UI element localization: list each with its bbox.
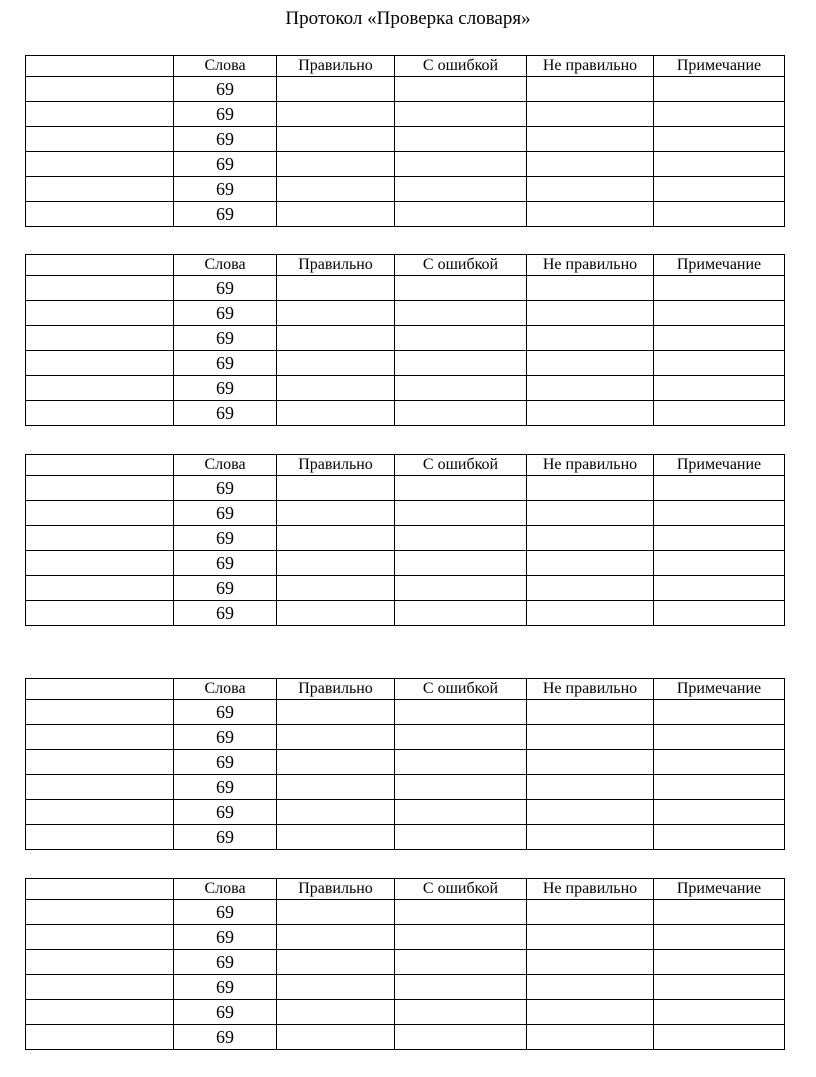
cell-correct	[277, 750, 395, 775]
cell-row-label	[26, 202, 174, 227]
cell-words: 69	[174, 925, 277, 950]
cell-correct	[277, 526, 395, 551]
cell-note	[654, 975, 785, 1000]
cell-row-label	[26, 825, 174, 850]
cell-with-error	[395, 825, 527, 850]
cell-correct	[277, 476, 395, 501]
cell-row-label	[26, 401, 174, 426]
cell-words: 69	[174, 326, 277, 351]
cell-incorrect	[527, 825, 654, 850]
header-cell-words: Слова	[174, 679, 277, 700]
cell-note	[654, 526, 785, 551]
cell-with-error	[395, 925, 527, 950]
cell-correct	[277, 775, 395, 800]
cell-incorrect	[527, 576, 654, 601]
protocol-table	[25, 454, 785, 626]
table-row	[26, 551, 785, 576]
cell-note	[654, 800, 785, 825]
cell-incorrect	[527, 276, 654, 301]
cell-words: 69	[174, 725, 277, 750]
cell-row-label	[26, 276, 174, 301]
cell-correct	[277, 177, 395, 202]
cell-words: 69	[174, 401, 277, 426]
cell-row-label	[26, 601, 174, 626]
header-cell-note: Примечание	[654, 455, 785, 476]
cell-incorrect	[527, 725, 654, 750]
header-cell-words: Слова	[174, 56, 277, 77]
cell-row-label	[26, 700, 174, 725]
cell-row-label	[26, 900, 174, 925]
cell-words: 69	[174, 501, 277, 526]
cell-correct	[277, 276, 395, 301]
header-cell-incorrect: Не правильно	[527, 56, 654, 77]
cell-row-label	[26, 102, 174, 127]
cell-words: 69	[174, 900, 277, 925]
table-row	[26, 476, 785, 501]
cell-with-error	[395, 526, 527, 551]
cell-correct	[277, 301, 395, 326]
cell-row-label	[26, 775, 174, 800]
cell-incorrect	[527, 1000, 654, 1025]
header-cell-incorrect: Не правильно	[527, 455, 654, 476]
cell-incorrect	[527, 800, 654, 825]
cell-row-label	[26, 526, 174, 551]
cell-words: 69	[174, 77, 277, 102]
cell-incorrect	[527, 601, 654, 626]
table-row	[26, 301, 785, 326]
cell-correct	[277, 501, 395, 526]
cell-incorrect	[527, 152, 654, 177]
cell-words: 69	[174, 800, 277, 825]
cell-with-error	[395, 700, 527, 725]
cell-words: 69	[174, 825, 277, 850]
cell-incorrect	[527, 401, 654, 426]
cell-with-error	[395, 276, 527, 301]
cell-incorrect	[527, 77, 654, 102]
cell-correct	[277, 800, 395, 825]
cell-correct	[277, 825, 395, 850]
cell-correct	[277, 700, 395, 725]
table-row	[26, 177, 785, 202]
cell-words: 69	[174, 576, 277, 601]
cell-with-error	[395, 301, 527, 326]
cell-with-error	[395, 177, 527, 202]
cell-correct	[277, 576, 395, 601]
cell-correct	[277, 401, 395, 426]
cell-words: 69	[174, 351, 277, 376]
cell-row-label	[26, 950, 174, 975]
cell-with-error	[395, 501, 527, 526]
cell-row-label	[26, 750, 174, 775]
cell-note	[654, 351, 785, 376]
cell-with-error	[395, 77, 527, 102]
table-header-row	[26, 455, 785, 476]
cell-note	[654, 725, 785, 750]
cell-row-label	[26, 1025, 174, 1050]
header-cell-with-error: С ошибкой	[395, 56, 527, 77]
header-cell-note: Примечание	[654, 56, 785, 77]
cell-words: 69	[174, 202, 277, 227]
cell-with-error	[395, 900, 527, 925]
cell-words: 69	[174, 775, 277, 800]
cell-correct	[277, 900, 395, 925]
header-cell-incorrect: Не правильно	[527, 879, 654, 900]
cell-row-label	[26, 1000, 174, 1025]
table-row	[26, 202, 785, 227]
cell-row-label	[26, 476, 174, 501]
cell-incorrect	[527, 326, 654, 351]
header-cell-note: Примечание	[654, 679, 785, 700]
cell-incorrect	[527, 476, 654, 501]
table-row	[26, 326, 785, 351]
header-cell-note: Примечание	[654, 879, 785, 900]
protocol-table	[25, 254, 785, 426]
cell-row-label	[26, 326, 174, 351]
table-row	[26, 725, 785, 750]
table-row	[26, 925, 785, 950]
header-cell-words: Слова	[174, 255, 277, 276]
cell-note	[654, 825, 785, 850]
table-row	[26, 1025, 785, 1050]
header-cell-row-label	[26, 879, 174, 900]
header-cell-with-error: С ошибкой	[395, 255, 527, 276]
cell-words: 69	[174, 301, 277, 326]
cell-note	[654, 950, 785, 975]
cell-note	[654, 276, 785, 301]
cell-words: 69	[174, 950, 277, 975]
cell-note	[654, 551, 785, 576]
cell-note	[654, 376, 785, 401]
table-header-row	[26, 56, 785, 77]
header-cell-with-error: С ошибкой	[395, 455, 527, 476]
cell-note	[654, 476, 785, 501]
cell-note	[654, 700, 785, 725]
cell-row-label	[26, 551, 174, 576]
cell-incorrect	[527, 975, 654, 1000]
cell-row-label	[26, 576, 174, 601]
table-row	[26, 127, 785, 152]
header-cell-row-label	[26, 455, 174, 476]
cell-words: 69	[174, 601, 277, 626]
cell-with-error	[395, 576, 527, 601]
cell-row-label	[26, 376, 174, 401]
protocol-table	[25, 678, 785, 850]
table-row	[26, 376, 785, 401]
cell-words: 69	[174, 1025, 277, 1050]
cell-row-label	[26, 301, 174, 326]
cell-note	[654, 401, 785, 426]
cell-row-label	[26, 725, 174, 750]
cell-words: 69	[174, 127, 277, 152]
cell-with-error	[395, 950, 527, 975]
table-header-row	[26, 679, 785, 700]
header-cell-row-label	[26, 679, 174, 700]
cell-incorrect	[527, 925, 654, 950]
cell-incorrect	[527, 551, 654, 576]
cell-words: 69	[174, 1000, 277, 1025]
cell-correct	[277, 152, 395, 177]
cell-with-error	[395, 601, 527, 626]
table-row	[26, 601, 785, 626]
cell-with-error	[395, 1025, 527, 1050]
table-row	[26, 526, 785, 551]
cell-note	[654, 900, 785, 925]
cell-note	[654, 1025, 785, 1050]
cell-correct	[277, 950, 395, 975]
header-cell-with-error: С ошибкой	[395, 679, 527, 700]
cell-row-label	[26, 501, 174, 526]
cell-row-label	[26, 975, 174, 1000]
cell-incorrect	[527, 1025, 654, 1050]
cell-row-label	[26, 800, 174, 825]
cell-words: 69	[174, 376, 277, 401]
cell-with-error	[395, 351, 527, 376]
table-row	[26, 825, 785, 850]
cell-with-error	[395, 102, 527, 127]
cell-with-error	[395, 1000, 527, 1025]
header-cell-words: Слова	[174, 455, 277, 476]
cell-incorrect	[527, 202, 654, 227]
table-row	[26, 800, 785, 825]
table-header-row	[26, 255, 785, 276]
cell-words: 69	[174, 526, 277, 551]
header-cell-incorrect: Не правильно	[527, 679, 654, 700]
table-row	[26, 351, 785, 376]
cell-with-error	[395, 326, 527, 351]
cell-note	[654, 1000, 785, 1025]
cell-correct	[277, 202, 395, 227]
cell-incorrect	[527, 127, 654, 152]
cell-correct	[277, 601, 395, 626]
cell-note	[654, 177, 785, 202]
table-row	[26, 900, 785, 925]
cell-correct	[277, 351, 395, 376]
cell-correct	[277, 102, 395, 127]
cell-incorrect	[527, 775, 654, 800]
cell-words: 69	[174, 177, 277, 202]
cell-with-error	[395, 476, 527, 501]
cell-words: 69	[174, 975, 277, 1000]
cell-incorrect	[527, 700, 654, 725]
cell-words: 69	[174, 102, 277, 127]
cell-correct	[277, 1000, 395, 1025]
cell-with-error	[395, 202, 527, 227]
cell-correct	[277, 77, 395, 102]
cell-words: 69	[174, 476, 277, 501]
cell-note	[654, 152, 785, 177]
cell-with-error	[395, 152, 527, 177]
cell-incorrect	[527, 351, 654, 376]
table-row	[26, 152, 785, 177]
cell-with-error	[395, 800, 527, 825]
table-row	[26, 77, 785, 102]
cell-row-label	[26, 77, 174, 102]
header-cell-words: Слова	[174, 879, 277, 900]
header-cell-correct: Правильно	[277, 679, 395, 700]
cell-row-label	[26, 925, 174, 950]
cell-note	[654, 750, 785, 775]
protocol-table	[25, 55, 785, 227]
table-row	[26, 102, 785, 127]
cell-with-error	[395, 725, 527, 750]
cell-correct	[277, 326, 395, 351]
cell-correct	[277, 725, 395, 750]
cell-incorrect	[527, 501, 654, 526]
header-cell-row-label	[26, 255, 174, 276]
table-header-row	[26, 879, 785, 900]
cell-note	[654, 775, 785, 800]
cell-incorrect	[527, 301, 654, 326]
cell-with-error	[395, 127, 527, 152]
cell-correct	[277, 551, 395, 576]
cell-note	[654, 576, 785, 601]
cell-note	[654, 102, 785, 127]
table-row	[26, 1000, 785, 1025]
cell-correct	[277, 975, 395, 1000]
cell-incorrect	[527, 102, 654, 127]
cell-incorrect	[527, 376, 654, 401]
cell-with-error	[395, 975, 527, 1000]
table-row	[26, 775, 785, 800]
table-row	[26, 276, 785, 301]
cell-note	[654, 601, 785, 626]
cell-incorrect	[527, 950, 654, 975]
cell-with-error	[395, 376, 527, 401]
cell-row-label	[26, 152, 174, 177]
cell-words: 69	[174, 700, 277, 725]
cell-row-label	[26, 351, 174, 376]
cell-note	[654, 326, 785, 351]
table-row	[26, 975, 785, 1000]
cell-with-error	[395, 775, 527, 800]
header-cell-correct: Правильно	[277, 56, 395, 77]
header-cell-with-error: С ошибкой	[395, 879, 527, 900]
cell-words: 69	[174, 152, 277, 177]
cell-words: 69	[174, 551, 277, 576]
header-cell-row-label	[26, 56, 174, 77]
cell-correct	[277, 1025, 395, 1050]
header-cell-note: Примечание	[654, 255, 785, 276]
header-cell-correct: Правильно	[277, 255, 395, 276]
cell-note	[654, 202, 785, 227]
table-row	[26, 950, 785, 975]
protocol-table	[25, 878, 785, 1050]
cell-with-error	[395, 401, 527, 426]
cell-incorrect	[527, 526, 654, 551]
cell-with-error	[395, 750, 527, 775]
cell-row-label	[26, 177, 174, 202]
header-cell-correct: Правильно	[277, 879, 395, 900]
table-row	[26, 401, 785, 426]
cell-row-label	[26, 127, 174, 152]
cell-note	[654, 127, 785, 152]
table-row	[26, 576, 785, 601]
table-row	[26, 750, 785, 775]
cell-note	[654, 301, 785, 326]
cell-with-error	[395, 551, 527, 576]
cell-correct	[277, 925, 395, 950]
table-row	[26, 501, 785, 526]
cell-note	[654, 501, 785, 526]
cell-incorrect	[527, 177, 654, 202]
cell-incorrect	[527, 750, 654, 775]
cell-words: 69	[174, 276, 277, 301]
header-cell-correct: Правильно	[277, 455, 395, 476]
table-row	[26, 700, 785, 725]
cell-incorrect	[527, 900, 654, 925]
cell-words: 69	[174, 750, 277, 775]
cell-correct	[277, 376, 395, 401]
cell-note	[654, 925, 785, 950]
page-title: Протокол «Проверка словаря»	[285, 8, 531, 29]
cell-note	[654, 77, 785, 102]
header-cell-incorrect: Не правильно	[527, 255, 654, 276]
cell-correct	[277, 127, 395, 152]
